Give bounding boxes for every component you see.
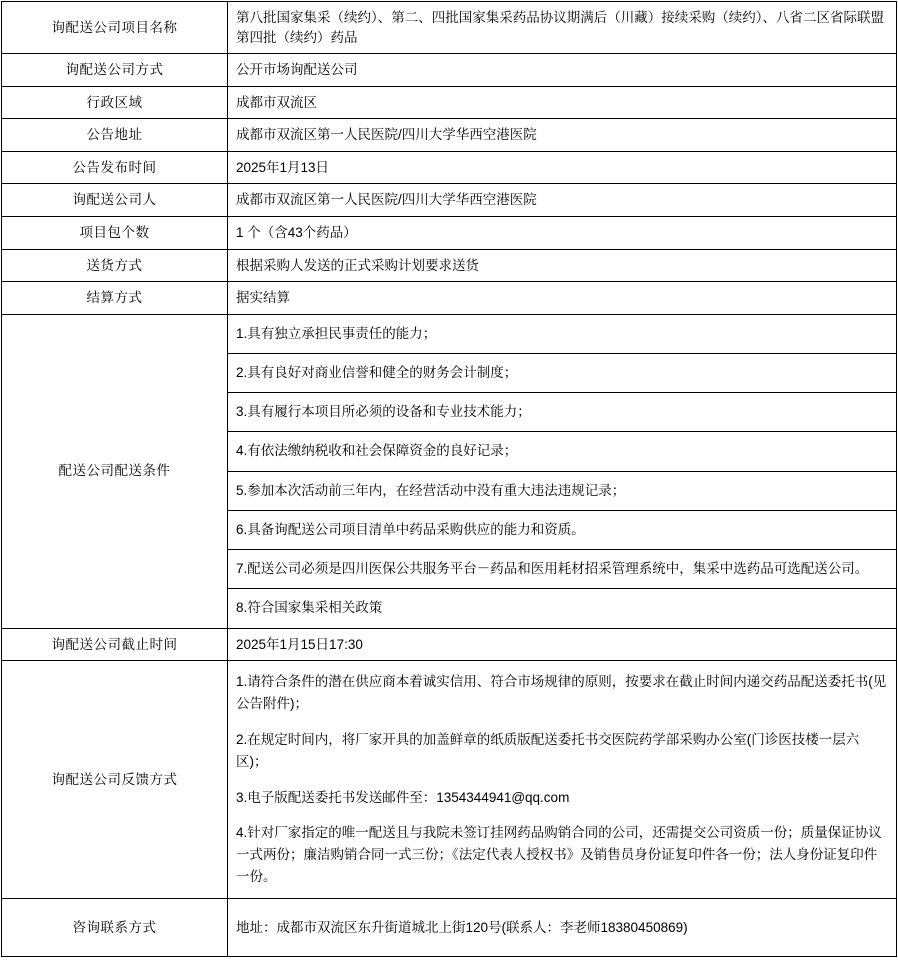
row-label-project-name: 询配送公司项目名称 xyxy=(2,2,228,54)
list-item xyxy=(228,471,896,510)
row-label-feedback: 询配送公司反馈方式 xyxy=(2,661,228,899)
row-label-inquirer: 询配送公司人 xyxy=(2,184,228,217)
list-item xyxy=(228,550,896,589)
list-item xyxy=(228,589,896,628)
row-label-package-count: 项目包个数 xyxy=(2,216,228,249)
row-value-region: 成都市双流区 xyxy=(228,86,897,119)
condition-item: 8.符合国家集采相关政策 xyxy=(236,600,383,616)
condition-item: 5.参加本次活动前三年内，在经营活动中没有重大违法违规记录； xyxy=(228,471,896,510)
table-row-feedback xyxy=(2,661,897,899)
list-item xyxy=(228,393,896,432)
row-value-settlement-method: 据实结算 xyxy=(228,282,897,315)
table-row xyxy=(2,184,897,217)
feedback-paragraph: 1.请符合条件的潜在供应商本着诚实信用、符合市场规律的原则，按要求在截止时间内递交药品配送委托书(见公告附件)； xyxy=(236,674,887,712)
row-value-delivery-conditions xyxy=(228,314,897,628)
row-label-announcement-address: 公告地址 xyxy=(2,119,228,152)
feedback-paragraphs xyxy=(228,661,896,898)
row-label-publish-time: 公告发布时间 xyxy=(2,151,228,184)
row-value-publish-time: 2025年1月13日 xyxy=(228,151,897,184)
feedback-paragraph: 4.针对厂家指定的唯一配送且与我院未签订挂网药品购销合同的公司，还需提交公司资质一份；质量保证协议一式两份；廉洁购销合同一式三份；《法定代表人授权书》及销售员身份证复印件各一份；法人身份证复印件一份。 xyxy=(236,825,882,885)
row-value-project-name: 第八批国家集采（续约）、第二、四批国家集采药品协议期满后（川藏）接续采购（续约）、八省二区省际联盟 第四批（续约）药品 xyxy=(228,2,897,54)
row-value-announcement-address: 成都市双流区第一人民医院/四川大学华西空港医院 xyxy=(228,119,897,152)
table-row xyxy=(2,249,897,282)
table-row xyxy=(2,899,897,957)
list-item xyxy=(228,432,896,471)
row-label-delivery-method: 送货方式 xyxy=(2,249,228,282)
list-item xyxy=(228,353,896,392)
condition-item: 2.具有良好对商业信誉和健全的财务会计制度； xyxy=(228,353,896,392)
row-label-contact: 咨询联系方式 xyxy=(2,899,228,957)
row-label-settlement-method: 结算方式 xyxy=(2,282,228,315)
row-label-deadline: 询配送公司截止时间 xyxy=(2,628,228,661)
condition-item: 4.有依法缴纳税收和社会保障资金的良好记录； xyxy=(228,432,896,471)
table-row xyxy=(2,282,897,315)
condition-item: 7.配送公司必须是四川医保公共服务平台－药品和医用耗材招采管理系统中，集采中选药品可选配送公司。 xyxy=(228,550,896,589)
list-item xyxy=(228,315,896,354)
feedback-paragraph: 3.电子版配送委托书发送邮件至：1354344941@qq.com xyxy=(236,789,570,805)
row-value-delivery-method: 根据采购人发送的正式采购计划要求送货 xyxy=(228,249,897,282)
row-value-inquiry-method: 公开市场询配送公司 xyxy=(228,54,897,87)
list-item xyxy=(228,510,896,549)
procurement-notice-table xyxy=(1,1,897,957)
row-value-deadline: 2025年1月15日17:30 xyxy=(228,628,897,661)
table-row xyxy=(2,54,897,87)
row-value-inquirer: 成都市双流区第一人民医院/四川大学华西空港医院 xyxy=(228,184,897,217)
table-row xyxy=(2,628,897,661)
condition-item: 6.具备询配送公司项目清单中药品采购供应的能力和资质。 xyxy=(228,510,896,549)
table-row xyxy=(2,86,897,119)
document-page xyxy=(0,1,898,978)
feedback-paragraph: 2.在规定时间内，将厂家开具的加盖鲜章的纸质版配送委托书交医院药学部采购办公室(门诊医技楼一层六区)； xyxy=(236,731,860,769)
table-row-conditions xyxy=(2,314,897,628)
row-label-inquiry-method: 询配送公司方式 xyxy=(2,54,228,87)
conditions-list xyxy=(228,315,896,628)
row-value-feedback xyxy=(228,661,897,899)
table-row xyxy=(2,151,897,184)
table-row xyxy=(2,216,897,249)
condition-item: 3.具有履行本项目所必须的设备和专业技术能力； xyxy=(228,393,896,432)
row-label-region: 行政区域 xyxy=(2,86,228,119)
row-value-package-count: 1 个（含43个药品） xyxy=(228,216,897,249)
condition-item: 1.具有独立承担民事责任的能力； xyxy=(228,315,896,354)
table-row xyxy=(2,119,897,152)
table-row xyxy=(2,2,897,54)
row-value-contact: 地址：成都市双流区东升街道城北上街120号(联系人：李老师18380450869) xyxy=(228,899,897,957)
row-label-delivery-conditions: 配送公司配送条件 xyxy=(2,314,228,628)
